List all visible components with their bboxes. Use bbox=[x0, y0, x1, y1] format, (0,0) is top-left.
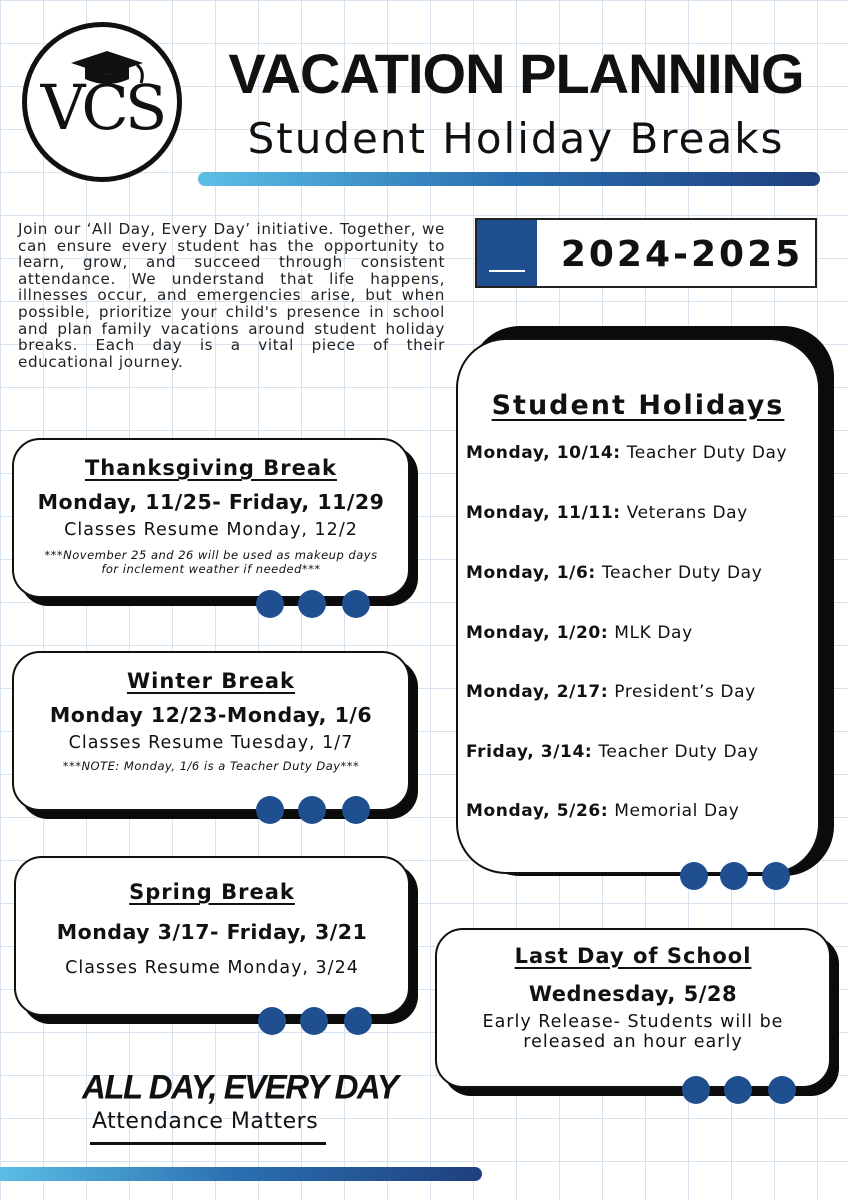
intro-paragraph: Join our ‘All Day, Every Day’ initiative. Together, we can ensure every student has the opportunity to learn, grow, and succeed through consistent attendance. We understand that life happens, illnesses occur, and emergencies arise, but when possible, prioritize your child's presence in school and plan family vacations around student holiday breaks. Each day is a vital piece of their educational journey. bbox=[18, 220, 445, 371]
decor-dot bbox=[680, 862, 708, 890]
thanksgiving-note: ***November 25 and 26 will be used as makeup days for inclement weather if needed*** bbox=[44, 548, 378, 576]
school-logo bbox=[22, 22, 182, 182]
decor-dot bbox=[258, 1007, 286, 1035]
decor-dot bbox=[724, 1076, 752, 1104]
spring-dates: Monday 3/17- Friday, 3/21 bbox=[56, 920, 368, 944]
year-box-accent bbox=[477, 220, 537, 286]
holiday-item bbox=[466, 623, 693, 643]
year-box-accent-line bbox=[489, 270, 525, 272]
decor-dot bbox=[762, 862, 790, 890]
winter-note: ***NOTE: Monday, 1/6 is a Teacher Duty Day*** bbox=[62, 759, 360, 773]
holiday-date: Friday, 3/14: bbox=[466, 742, 593, 762]
holiday-name: Memorial Day bbox=[614, 801, 740, 821]
page-subtitle: Student Holiday Breaks bbox=[247, 114, 785, 163]
decor-dot bbox=[682, 1076, 710, 1104]
holiday-date: Monday, 5/26: bbox=[466, 801, 609, 821]
school-year: 2024-2025 bbox=[560, 234, 804, 275]
holiday-date: Monday, 1/6: bbox=[466, 563, 596, 583]
thanksgiving-resume: Classes Resume Monday, 12/2 bbox=[64, 520, 358, 540]
decor-dot bbox=[768, 1076, 796, 1104]
holiday-date: Monday, 10/14: bbox=[466, 443, 621, 463]
holiday-item bbox=[466, 801, 739, 821]
holidays-card bbox=[456, 338, 820, 874]
holidays-heading: Student Holidays bbox=[491, 390, 785, 421]
decor-dot bbox=[720, 862, 748, 890]
spring-resume: Classes Resume Monday, 3/24 bbox=[65, 958, 359, 978]
decor-dot bbox=[298, 590, 326, 618]
last-day-date: Wednesday, 5/28 bbox=[528, 982, 738, 1006]
holiday-date: Monday, 1/20: bbox=[466, 623, 609, 643]
decor-dot bbox=[344, 1007, 372, 1035]
holiday-item bbox=[466, 443, 787, 463]
slogan-tagline: Attendance Matters bbox=[92, 1109, 319, 1134]
holiday-name: Teacher Duty Day bbox=[626, 443, 788, 463]
decor-dot bbox=[342, 590, 370, 618]
last-day-note-line2: released an hour early bbox=[523, 1032, 743, 1052]
header-accent-bar bbox=[198, 172, 820, 186]
logo-text: VCS bbox=[40, 71, 164, 144]
slogan: ALL DAY, EVERY DAY bbox=[82, 1067, 398, 1106]
last-day-note-line1: Early Release- Students will be bbox=[482, 1012, 784, 1032]
spring-heading: Spring Break bbox=[129, 880, 295, 904]
thanksgiving-card bbox=[12, 438, 410, 598]
decor-dot bbox=[298, 796, 326, 824]
holiday-item bbox=[466, 563, 762, 583]
decor-dot bbox=[342, 796, 370, 824]
school-year-box bbox=[475, 218, 817, 288]
holiday-date: Monday, 11/11: bbox=[466, 503, 621, 523]
thanksgiving-heading: Thanksgiving Break bbox=[84, 456, 337, 480]
winter-heading: Winter Break bbox=[126, 669, 295, 693]
holiday-name: MLK Day bbox=[614, 623, 693, 643]
winter-resume: Classes Resume Tuesday, 1/7 bbox=[68, 733, 354, 753]
winter-card bbox=[12, 651, 410, 811]
holiday-date: Monday, 2/17: bbox=[466, 682, 609, 702]
page-title: VACATION PLANNING bbox=[228, 42, 804, 105]
holiday-name: Veterans Day bbox=[626, 503, 748, 523]
decor-dot bbox=[300, 1007, 328, 1035]
holiday-name: Teacher Duty Day bbox=[601, 563, 763, 583]
last-day-card bbox=[435, 928, 831, 1088]
holiday-item bbox=[466, 503, 748, 523]
thanksgiving-dates: Monday, 11/25- Friday, 11/29 bbox=[37, 490, 385, 514]
holiday-item bbox=[466, 742, 759, 762]
holiday-item bbox=[466, 682, 756, 702]
footer-accent-bar bbox=[0, 1167, 482, 1181]
slogan-underline bbox=[90, 1142, 326, 1145]
holiday-name: Teacher Duty Day bbox=[598, 742, 759, 762]
decor-dot bbox=[256, 590, 284, 618]
holiday-name: President’s Day bbox=[614, 682, 756, 702]
spring-card bbox=[14, 856, 410, 1016]
decor-dot bbox=[256, 796, 284, 824]
winter-dates: Monday 12/23-Monday, 1/6 bbox=[49, 703, 373, 727]
last-day-heading: Last Day of School bbox=[514, 944, 752, 968]
